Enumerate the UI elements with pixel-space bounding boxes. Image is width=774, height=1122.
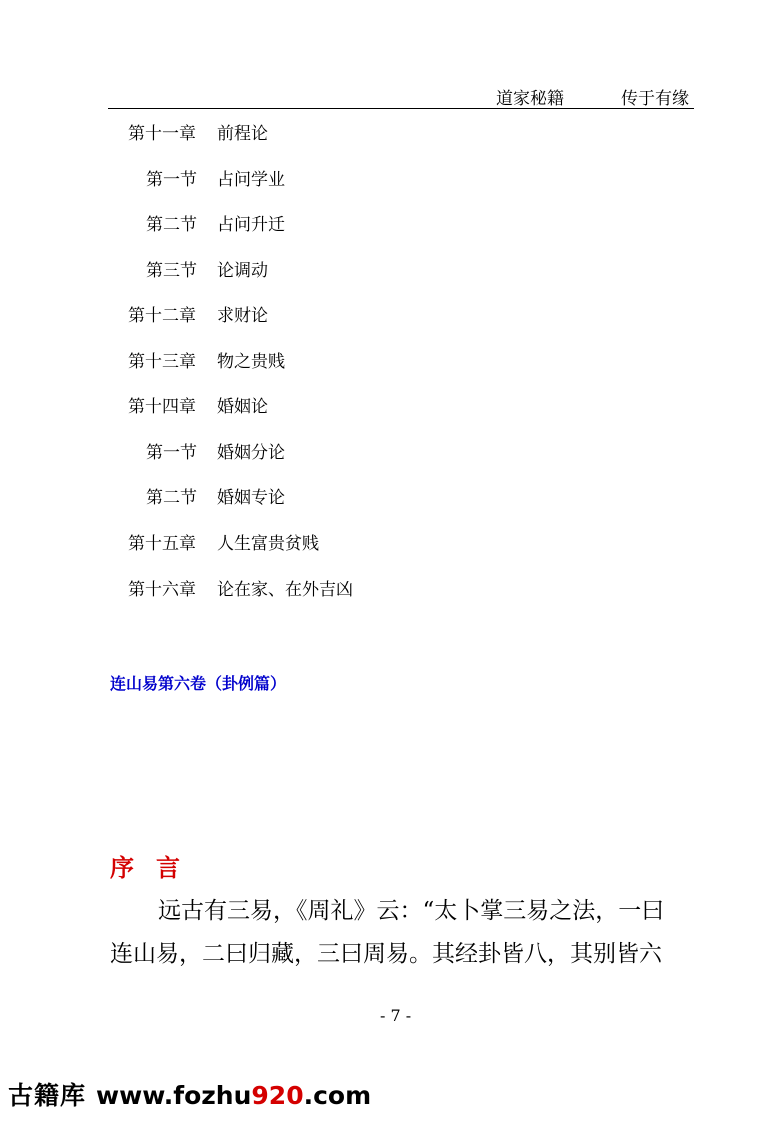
toc-entry-title: 占问学业 bbox=[217, 170, 285, 190]
toc-entry-title: 人生富贵贫贱 bbox=[217, 534, 319, 554]
toc-entry-number: 第十四章 bbox=[128, 397, 196, 417]
page-number: - 7 - bbox=[380, 1006, 412, 1025]
toc-entry-number: 第十一章 bbox=[128, 124, 196, 144]
preface-title: 序言 bbox=[110, 853, 202, 882]
header-left-text: 道家秘籍 bbox=[496, 89, 564, 109]
preface-paragraph-line: 连山易，二曰归藏，三曰周易。其经卦皆八，其别皆六 bbox=[110, 941, 662, 967]
toc-entry-number: 第十六章 bbox=[128, 580, 196, 600]
toc-entry-title: 求财论 bbox=[217, 306, 268, 326]
toc-entry-title: 论调动 bbox=[217, 261, 268, 281]
toc-entry-title: 论在家、在外吉凶 bbox=[217, 580, 353, 600]
page-header bbox=[108, 82, 694, 109]
toc-entry-number: 第三节 bbox=[146, 261, 197, 281]
header-right-text: 传于有缘 bbox=[621, 89, 689, 109]
toc-entry-number: 第十五章 bbox=[128, 534, 196, 554]
toc-entry-title: 婚姻分论 bbox=[217, 443, 285, 463]
toc-entry-number: 第十二章 bbox=[128, 306, 196, 326]
watermark-site-name: 古籍库 bbox=[8, 1081, 87, 1110]
toc-entry-number: 第二节 bbox=[146, 488, 197, 508]
toc-entry-title: 物之贵贱 bbox=[217, 352, 285, 372]
watermark bbox=[8, 1078, 371, 1114]
toc-entry-number: 第二节 bbox=[146, 215, 197, 235]
toc-entry-title: 婚姻论 bbox=[217, 397, 268, 417]
preface-paragraph-line: 远古有三易，《周礼》云：“太卜掌三易之法，一曰 bbox=[158, 898, 665, 924]
toc-entry-title: 婚姻专论 bbox=[217, 488, 285, 508]
toc-entry-number: 第一节 bbox=[146, 170, 197, 190]
toc-entry-number: 第十三章 bbox=[128, 352, 196, 372]
volume-title: 连山易第六卷（卦例篇） bbox=[110, 674, 287, 693]
watermark-url-prefix: www.fozhu bbox=[96, 1081, 252, 1110]
watermark-url-suffix: .com bbox=[303, 1081, 372, 1110]
watermark-url-number: 920 bbox=[251, 1081, 304, 1110]
toc-entry-title: 占问升迁 bbox=[217, 215, 285, 235]
toc-entry-number: 第一节 bbox=[146, 443, 197, 463]
toc-entry-title: 前程论 bbox=[217, 124, 268, 144]
